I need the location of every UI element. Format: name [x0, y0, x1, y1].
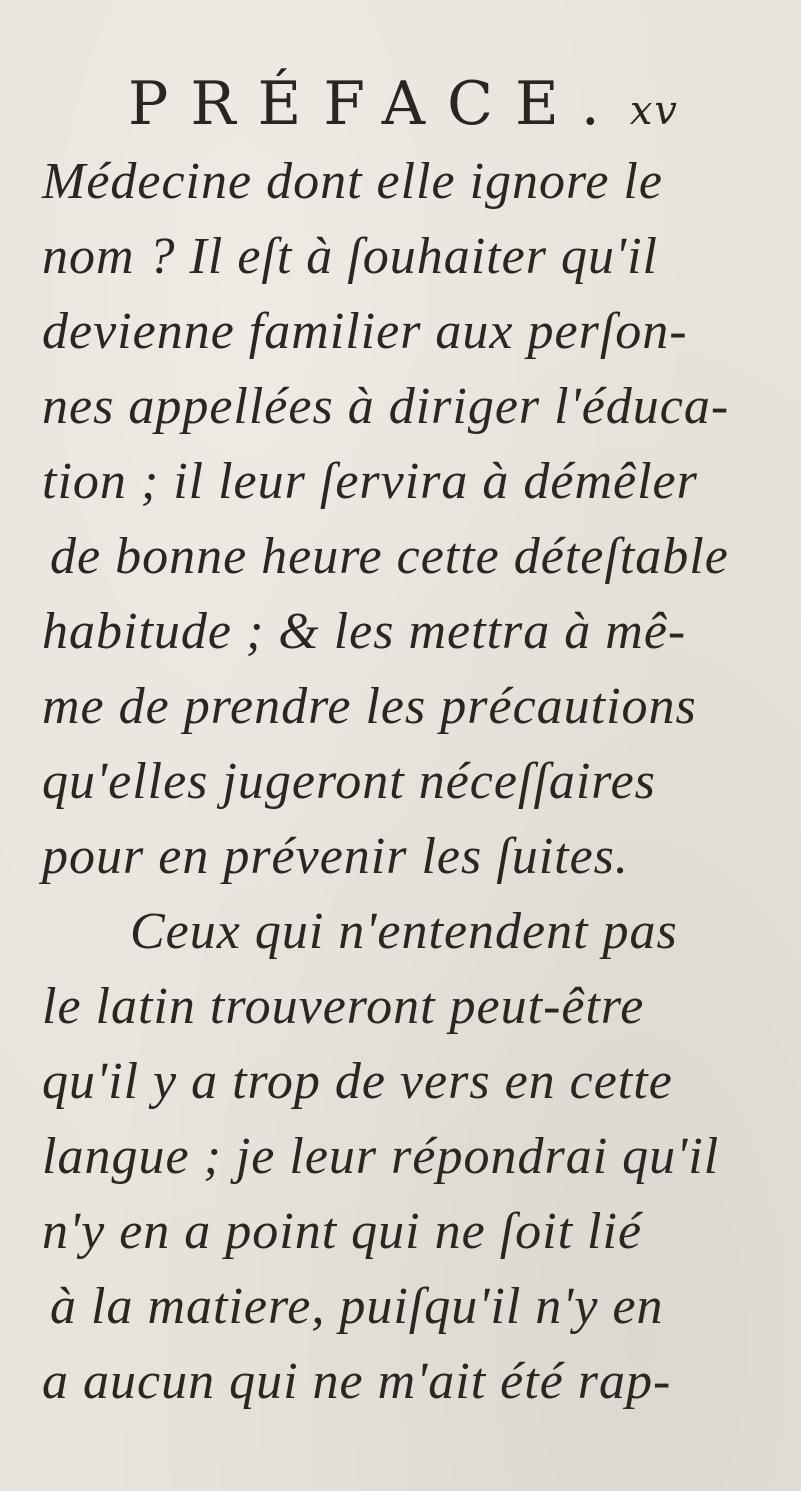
text-line: de bonne heure cette déteſtable	[50, 528, 729, 585]
text-line: le latin trouveront peut-être	[42, 978, 645, 1035]
text-line: devienne familier aux perſon-	[42, 303, 688, 360]
page-number: xv	[629, 88, 680, 134]
running-header	[128, 64, 768, 144]
text-line: habitude ; & les mettra à mê-	[42, 603, 687, 660]
text-line: nom ? Il eſt à ſouhaiter qu'il	[42, 228, 658, 285]
header-title: PRÉFACE.	[128, 69, 622, 139]
text-line: qu'il y a trop de vers en cette	[42, 1053, 673, 1110]
text-line: Médecine dont elle ignore le	[42, 153, 663, 210]
text-line: Ceux qui n'entendent pas	[130, 903, 678, 960]
text-line: langue ; je leur répondrai qu'il	[42, 1128, 720, 1185]
text-line: nes appellées à diriger l'éduca-	[42, 378, 730, 435]
text-line: tion ; il leur ſervira à démêler	[42, 453, 698, 510]
text-line: qu'elles jugeront néceſſaires	[42, 753, 656, 810]
text-line: pour en prévenir les ſuites.	[42, 828, 629, 885]
text-line: n'y en a point qui ne ſoit lié	[42, 1203, 643, 1260]
text-line: me de prendre les précautions	[42, 678, 697, 735]
text-line: a aucun qui ne m'ait été rap-	[42, 1353, 672, 1410]
text-line: à la matiere, puiſqu'il n'y en	[50, 1278, 664, 1335]
